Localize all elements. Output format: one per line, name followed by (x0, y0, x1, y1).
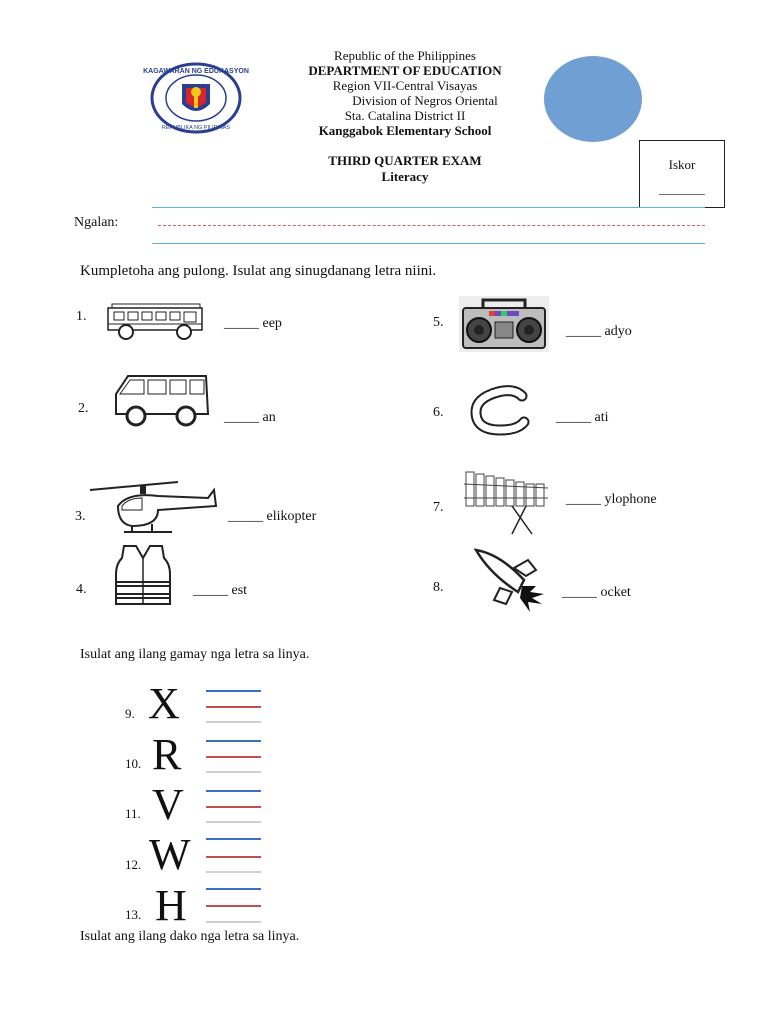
letter-12-line-mid[interactable] (206, 856, 261, 858)
region-text: Region VII-Central Visayas (332, 78, 478, 93)
helicopter-icon (88, 476, 220, 541)
school-name: Kanggabok Elementary School (318, 123, 492, 138)
item-6-answer: _____ ati (556, 410, 609, 425)
letter-10-line-top (206, 740, 261, 742)
letter-13-number: 13. (125, 907, 142, 922)
letter-10: R (152, 730, 182, 779)
van-icon (110, 370, 212, 435)
jeepney-icon (104, 298, 208, 349)
letter-9-line-top (206, 690, 261, 692)
radio-icon (459, 296, 549, 357)
instructions-2: Isulat ang ilang gamay nga letra sa linya. (80, 647, 310, 662)
name-label: Ngalan: (74, 215, 119, 230)
item-5-number: 5. (433, 315, 444, 330)
letter-10-number: 10. (125, 756, 142, 771)
item-2-number: 2. (78, 401, 89, 416)
letter-13-line-top (206, 888, 261, 890)
decorative-oval (544, 56, 642, 142)
exam-title: THIRD QUARTER EXAM (328, 153, 482, 168)
republic-text: Republic of the Philippines (334, 48, 476, 63)
item-4-answer: _____ est (193, 583, 248, 598)
name-line-top (152, 207, 705, 208)
name-line-mid[interactable] (158, 225, 705, 226)
letter-10-line-mid[interactable] (206, 756, 261, 758)
letter-11: V (152, 780, 184, 829)
subject-title: Literacy (381, 169, 429, 184)
instructions-3: Isulat ang ilang dako nga letra sa linya. (80, 929, 300, 944)
letter-13: H (155, 881, 187, 930)
letter-13-line-mid[interactable] (206, 905, 261, 907)
seal-top-text: KAGAWARAN NG EDUKASYON (143, 68, 249, 75)
item-1-answer: _____ eep (224, 316, 282, 331)
letter-10-line-bottom (206, 771, 261, 773)
instructions-1: Kumpletoha ang pulong. Isulat ang sinugdanang letra niini. (80, 263, 437, 279)
division-text: Division of Negros Oriental (352, 93, 498, 108)
score-box (639, 140, 725, 208)
letter-9: X (148, 679, 180, 728)
xylophone-icon (462, 468, 552, 541)
letter-11-line-mid[interactable] (206, 806, 261, 808)
letter-12-line-top (206, 838, 261, 840)
item-2-answer: _____ an (224, 410, 276, 425)
deped-seal-icon (143, 62, 249, 134)
district-text: Sta. Catalina District II (344, 108, 466, 123)
letter-11-line-bottom (206, 821, 261, 823)
item-5-answer: _____ adyo (566, 324, 632, 339)
worm-icon (466, 382, 530, 443)
seal-bottom-text: REPUBLIKA NG PILIPINAS (161, 125, 231, 131)
letter-12-number: 12. (125, 857, 142, 872)
letter-13-line-bottom (206, 921, 261, 923)
letter-9-line-mid[interactable] (206, 706, 261, 708)
item-3-answer: _____ elikopter (228, 509, 317, 524)
item-3-number: 3. (75, 509, 86, 524)
item-7-answer: _____ ylophone (566, 492, 657, 507)
score-label: Iskor (668, 157, 696, 172)
item-4-number: 4. (76, 582, 87, 597)
letter-9-line-bottom (206, 721, 261, 723)
letter-12-line-bottom (206, 871, 261, 873)
score-blank: _______ (659, 181, 705, 196)
vest-icon (112, 544, 174, 611)
letter-11-number: 11. (125, 806, 141, 821)
department-text: DEPARTMENT OF EDUCATION (308, 63, 502, 78)
letter-9-number: 9. (125, 706, 135, 721)
item-1-number: 1. (76, 309, 87, 324)
item-8-answer: _____ ocket (562, 585, 631, 600)
letter-11-line-top (206, 790, 261, 792)
item-8-number: 8. (433, 580, 444, 595)
name-line-bottom (152, 243, 705, 244)
rocket-icon (470, 546, 554, 627)
item-6-number: 6. (433, 405, 444, 420)
letter-12: W (149, 830, 191, 879)
item-7-number: 7. (433, 500, 444, 515)
